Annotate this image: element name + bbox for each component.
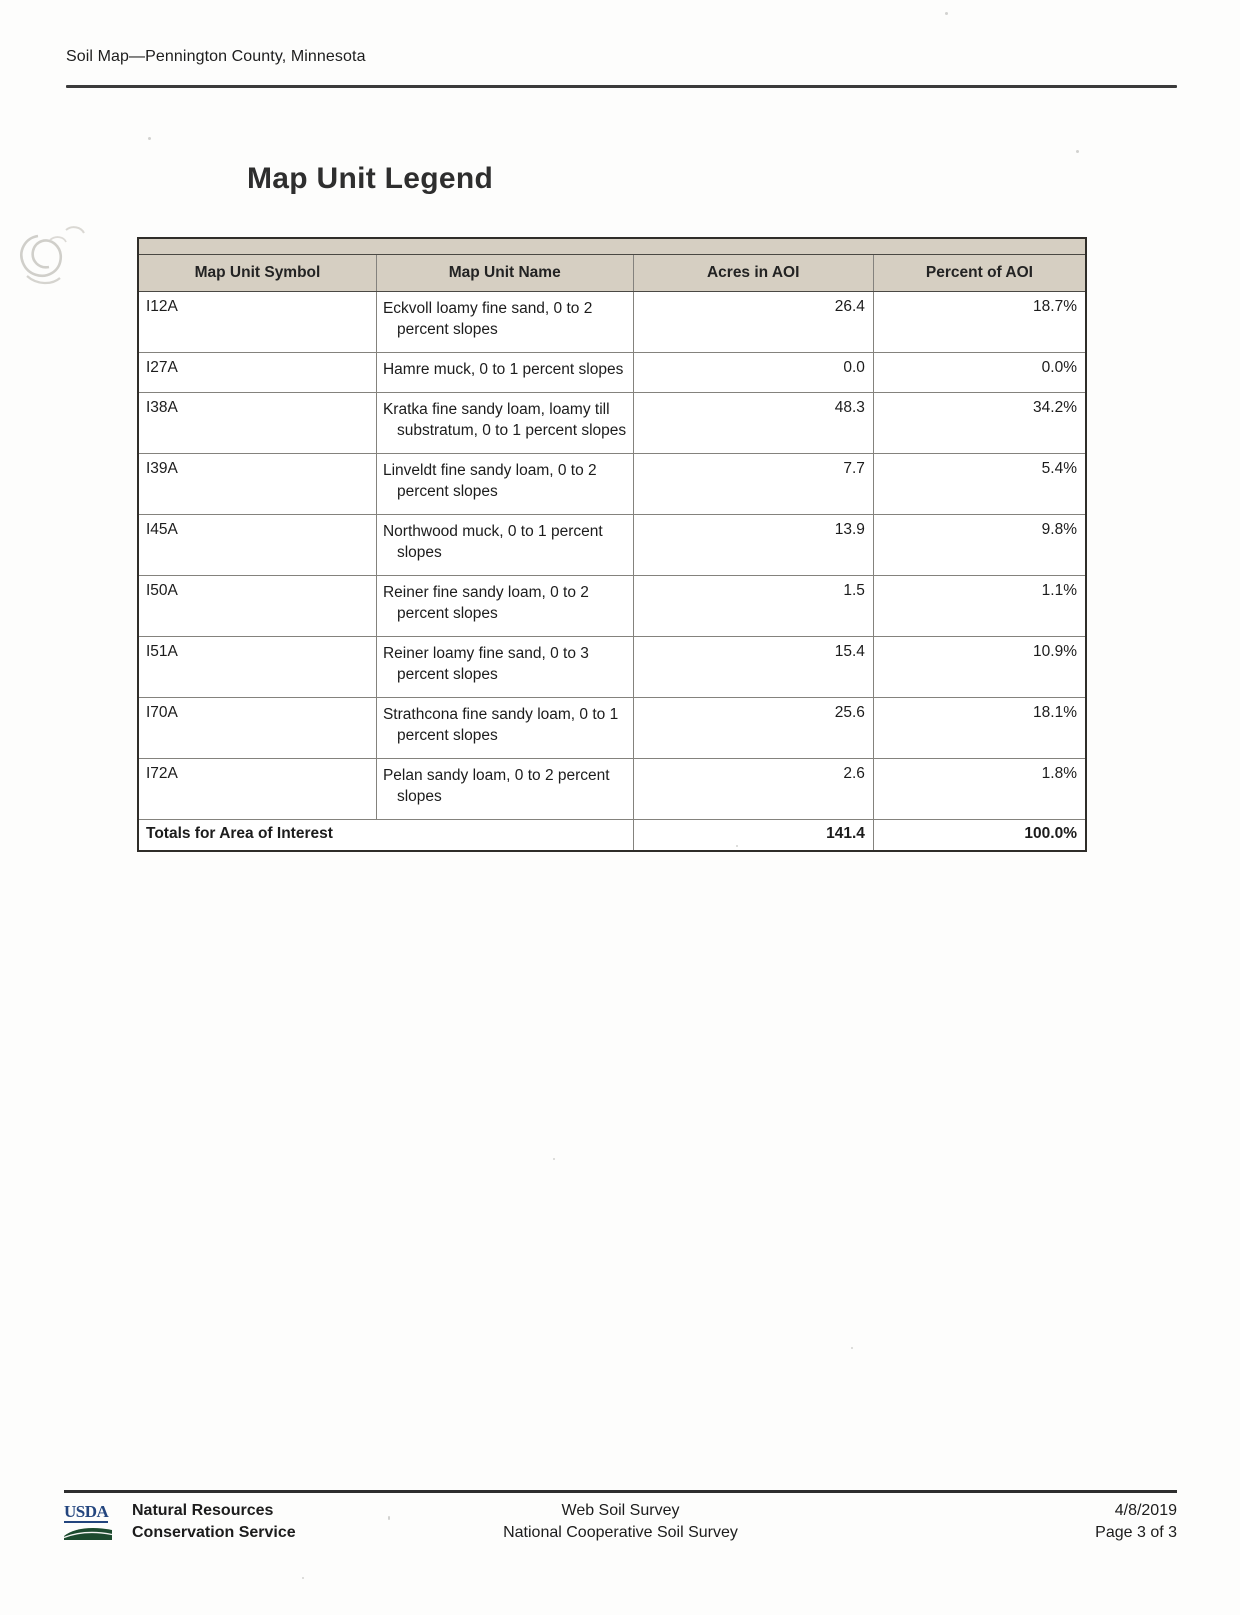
map-unit-symbol-cell: I45A <box>138 514 376 575</box>
dust-speck <box>945 12 948 15</box>
table-row <box>138 453 1086 514</box>
map-unit-name-cell: Linveldt fine sandy loam, 0 to 2 percent slopes <box>376 453 633 514</box>
percent-cell: 5.4% <box>873 453 1086 514</box>
column-header-map-unit-name: Map Unit Name <box>376 254 633 291</box>
footer-agency-line2: Conservation Service <box>132 1524 296 1541</box>
header-rule <box>66 85 1177 88</box>
footer-left <box>64 1500 454 1544</box>
footer-agency <box>132 1500 296 1544</box>
footer-rule <box>64 1490 1177 1493</box>
map-unit-name-cell: Northwood muck, 0 to 1 percent slopes <box>376 514 633 575</box>
usda-logo <box>64 1500 116 1544</box>
table-row <box>138 636 1086 697</box>
footer-agency-line1: Natural Resources <box>132 1502 274 1519</box>
column-header-acres-in-aoi: Acres in AOI <box>633 254 873 291</box>
table-row <box>138 697 1086 758</box>
page-footer <box>64 1500 1177 1544</box>
totals-percent-cell: 100.0% <box>873 819 1086 851</box>
table-top-band <box>138 238 1086 254</box>
footer-page-number: Page 3 of 3 <box>1095 1524 1177 1541</box>
dust-speck <box>736 845 738 847</box>
acres-cell: 25.6 <box>633 697 873 758</box>
dust-speck <box>851 1347 853 1349</box>
footer-date: 4/8/2019 <box>1114 1502 1177 1519</box>
percent-cell: 34.2% <box>873 392 1086 453</box>
table-row <box>138 575 1086 636</box>
percent-cell: 0.0% <box>873 352 1086 392</box>
map-unit-name-cell: Hamre muck, 0 to 1 percent slopes <box>376 352 633 392</box>
map-unit-name-cell: Eckvoll loamy fine sand, 0 to 2 percent slopes <box>376 291 633 352</box>
map-unit-name-cell: Reiner fine sandy loam, 0 to 2 percent slopes <box>376 575 633 636</box>
dust-speck <box>148 137 151 140</box>
table-row <box>138 352 1086 392</box>
usda-swoosh-icon <box>64 1525 112 1540</box>
table-row <box>138 392 1086 453</box>
dust-speck <box>1076 150 1079 153</box>
map-unit-name-cell: Kratka fine sandy loam, loamy till substratum, 0 to 1 percent slopes <box>376 392 633 453</box>
usda-logo-text: USDA <box>64 1502 109 1521</box>
map-unit-legend-table <box>137 237 1087 852</box>
map-unit-symbol-cell: I38A <box>138 392 376 453</box>
percent-cell: 10.9% <box>873 636 1086 697</box>
map-unit-symbol-cell: I39A <box>138 453 376 514</box>
footer-survey-line1: Web Soil Survey <box>561 1502 680 1519</box>
map-unit-symbol-cell: I70A <box>138 697 376 758</box>
footer-center <box>454 1500 787 1544</box>
acres-cell: 2.6 <box>633 758 873 819</box>
column-header-percent-of-aoi: Percent of AOI <box>873 254 1086 291</box>
totals-label-cell: Totals for Area of Interest <box>138 819 633 851</box>
percent-cell: 1.8% <box>873 758 1086 819</box>
column-header-map-unit-symbol: Map Unit Symbol <box>138 254 376 291</box>
percent-cell: 1.1% <box>873 575 1086 636</box>
footer-survey-line2: National Cooperative Soil Survey <box>503 1524 738 1541</box>
table-row <box>138 514 1086 575</box>
table-row <box>138 758 1086 819</box>
acres-cell: 15.4 <box>633 636 873 697</box>
map-unit-symbol-cell: I12A <box>138 291 376 352</box>
acres-cell: 26.4 <box>633 291 873 352</box>
table-header-row <box>138 254 1086 291</box>
map-unit-symbol-cell: I51A <box>138 636 376 697</box>
map-unit-name-cell: Strathcona fine sandy loam, 0 to 1 percent slopes <box>376 697 633 758</box>
acres-cell: 1.5 <box>633 575 873 636</box>
dust-speck <box>302 1577 304 1579</box>
dust-speck <box>388 1516 390 1520</box>
page-title: Map Unit Legend <box>247 162 494 195</box>
map-unit-name-cell: Pelan sandy loam, 0 to 2 percent slopes <box>376 758 633 819</box>
acres-cell: 13.9 <box>633 514 873 575</box>
percent-cell: 18.7% <box>873 291 1086 352</box>
footer-right <box>787 1500 1177 1544</box>
table-row <box>138 291 1086 352</box>
stamp-scribble-mark <box>6 218 111 306</box>
totals-acres-cell: 141.4 <box>633 819 873 851</box>
page-running-header: Soil Map—Pennington County, Minnesota <box>66 48 366 65</box>
map-unit-name-cell: Reiner loamy fine sand, 0 to 3 percent slopes <box>376 636 633 697</box>
dust-speck <box>553 1158 555 1160</box>
acres-cell: 0.0 <box>633 352 873 392</box>
acres-cell: 7.7 <box>633 453 873 514</box>
map-unit-symbol-cell: I27A <box>138 352 376 392</box>
totals-row <box>138 819 1086 851</box>
map-unit-symbol-cell: I72A <box>138 758 376 819</box>
percent-cell: 9.8% <box>873 514 1086 575</box>
acres-cell: 48.3 <box>633 392 873 453</box>
percent-cell: 18.1% <box>873 697 1086 758</box>
map-unit-symbol-cell: I50A <box>138 575 376 636</box>
